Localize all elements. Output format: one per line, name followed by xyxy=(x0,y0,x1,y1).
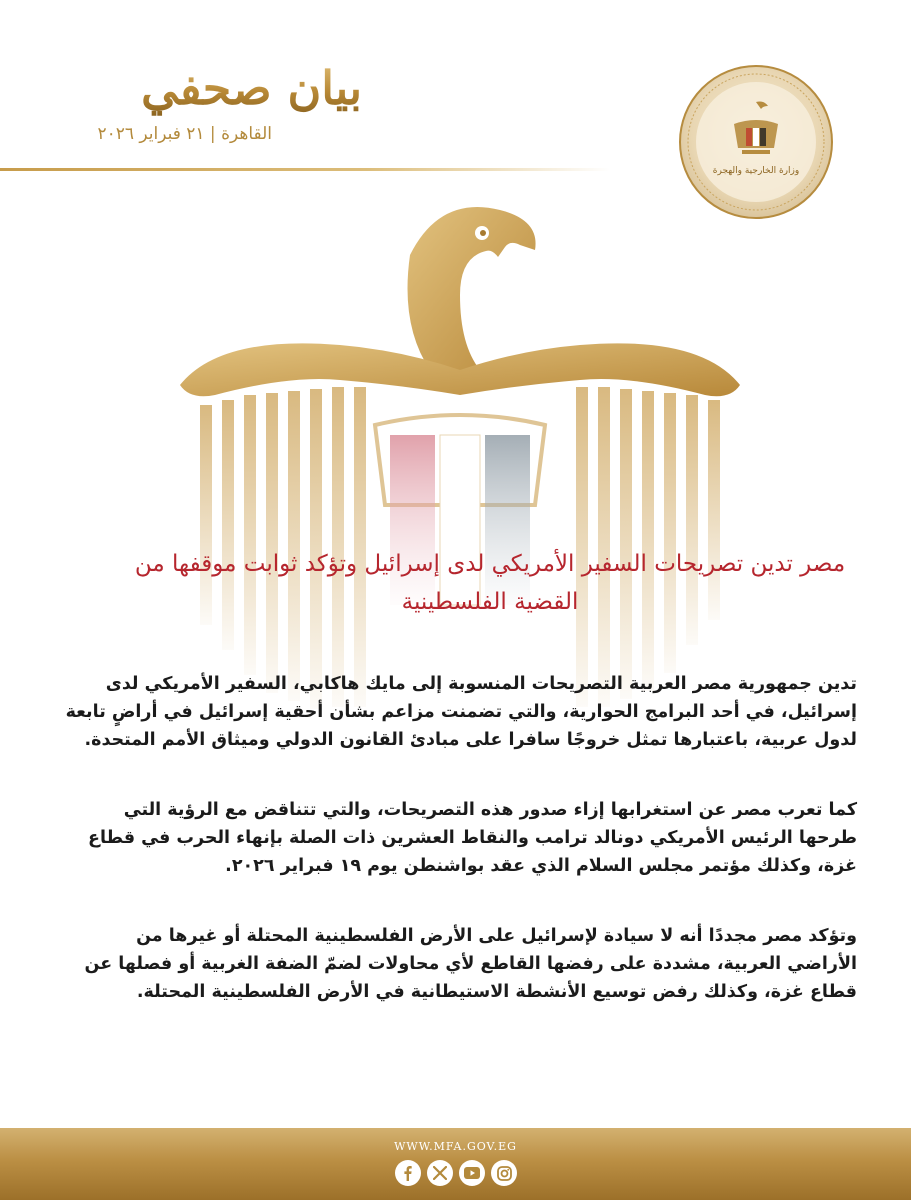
paragraph-2: كما تعرب مصر عن استغرابها إزاء صدور هذه التصريحات، والتي تتناقض مع الرؤية التي طرحها الرئيس الأمريكي دونالد ترامب والنقاط العشرين ذات الصلة بإنهاء الحرب في قطاع غزة، وكذلك مؤتمر مجلس السلام الذي عقد بواشنطن يوم ١٩ فبراير ٢٠٢٦. xyxy=(88,800,857,876)
social-links xyxy=(395,1160,520,1190)
footer-bar xyxy=(0,1128,911,1200)
press-release-title: بيان صحفي xyxy=(62,60,362,116)
statement-body xyxy=(62,670,857,1048)
youtube-icon[interactable] xyxy=(459,1160,485,1186)
paragraph-3: وتؤكد مصر مجددًا أنه لا سيادة لإسرائيل على الأرض الفلسطينية المحتلة أو غيرها من الأراضي العربية، مشددة على رفضها القاطع لأي محاولات لضمّ الضفة الغربية أو فصلها عن قطاع غزة، وكذلك رفض توسيع الأنشطة الاستيطانية في الأرض الفلسطينية المحتلة. xyxy=(84,926,857,1002)
headline-line-2: القضية الفلسطينية xyxy=(401,589,579,615)
eagle-watermark-icon xyxy=(160,195,760,715)
release-date: القاهرة | ٢١ فبراير ٢٠٢٦ xyxy=(97,124,272,144)
website-link[interactable]: WWW.MFA.GOV.EG xyxy=(394,1140,517,1153)
facebook-icon[interactable] xyxy=(395,1160,421,1186)
header-divider xyxy=(0,168,610,171)
paragraph-1: تدين جمهورية مصر العربية التصريحات المنسوبة إلى مايك هاكابي، السفير الأمريكي لدى إسرائيل، في أحد البرامج الحوارية، والتي تضمنت مزاعم بشأن أحقية إسرائيل في أراضٍ تابعة لدول عربية، باعتبارها تمثل خروجًا سافرا على مبادئ القانون الدولي وميثاق الأمم المتحدة. xyxy=(65,674,857,750)
headline xyxy=(130,545,850,621)
seal-caption: وزارة الخارجية والهجرة xyxy=(712,166,800,176)
instagram-icon[interactable] xyxy=(491,1160,517,1186)
x-icon[interactable] xyxy=(427,1160,453,1186)
header xyxy=(0,0,911,190)
headline-line-1: مصر تدين تصريحات السفير الأمريكي لدى إسرائيل وتؤكد ثوابت موقفها من xyxy=(134,551,846,577)
